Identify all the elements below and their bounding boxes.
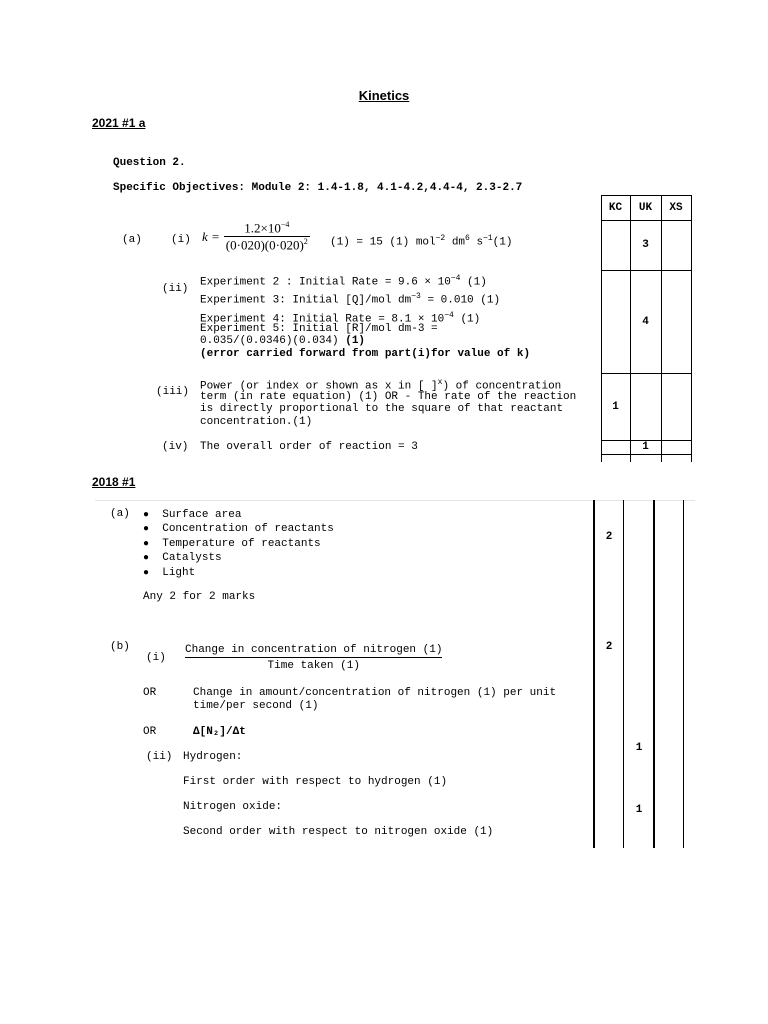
part-b-ii-label: (ii) [146, 751, 173, 763]
or-alt-line-2: time/per second (1) [193, 700, 319, 712]
part-ii-label: (ii) [162, 283, 189, 295]
list-item: ● Temperature of reactants [143, 538, 321, 550]
mark-ii-uk: 4 [642, 316, 649, 328]
part-i-label: (i) [171, 234, 191, 246]
mark-iii-kc: 1 [612, 401, 619, 413]
mark-a-2018: 2 [605, 531, 613, 543]
question-label: Question 2. [113, 157, 186, 169]
mark-hydrogen: 1 [635, 742, 643, 754]
part-iii-label: (iii) [156, 386, 190, 398]
header-uk: UK [638, 202, 653, 214]
k-numerator: $1.2\times 10^{-4}$ [224, 220, 310, 237]
ii-line-5: 0.035/(0.0346)(0.034) (1) [200, 335, 366, 347]
iii-line-1: Power (or index or shown as x in [ ]$^x$) of concentration [200, 378, 562, 393]
part-b-i-label: (i) [146, 652, 166, 664]
or-label-1: OR [143, 687, 157, 699]
k-symbol: k = [202, 228, 220, 244]
part-a-label-2018: (a) [110, 508, 130, 520]
mark-nitrogen-oxide: 1 [635, 804, 643, 816]
iii-line-4: concentration.(1) [200, 416, 313, 428]
mark-i-uk: 3 [642, 239, 649, 251]
ii-line-1: Experiment 2 : Initial Rate = $9.6 \times 10^{-4}$ (1) [200, 274, 487, 289]
list-item: ● Catalysts [143, 552, 222, 564]
ii-line-3: Experiment 4: Initial Rate = $8.1 \times 10^{-4}$ (1) [200, 311, 481, 326]
header-kc: KC [608, 202, 623, 214]
iii-line-3: is directly proportional to the square of that reactant [200, 403, 564, 415]
rate-constant-equation [202, 220, 310, 254]
list-item: ● Concentration of reactants [143, 523, 334, 535]
header-xs: XS [669, 202, 683, 214]
ii-ecf-note: (error carried forward from part(i)for value of k) [200, 348, 531, 360]
part-iv-label: (iv) [162, 441, 189, 453]
or-alt-line-1: Change in amount/concentration of nitrogen (1) per unit [193, 687, 557, 699]
k-denominator: $(0\cdot 020)(0\cdot 020)^2$ [225, 237, 308, 253]
rate-definition-fraction [185, 644, 442, 672]
list-item: ● Light [143, 567, 196, 579]
part-b-label: (b) [110, 641, 130, 653]
iii-line-2: term (in rate equation) (1) OR - The rate of the reaction [200, 391, 577, 403]
mark-b-i: 2 [605, 641, 613, 653]
ii-line-4: Experiment 5: Initial [R]/mol dm-3 = [200, 323, 438, 335]
k-fraction [224, 220, 310, 254]
nitrogen-oxide-label: Nitrogen oxide: [183, 801, 283, 813]
second-order-text: Second order with respect to nitrogen oxide (1) [183, 826, 494, 838]
delta-expression: Δ[N₂]/Δt [193, 726, 246, 738]
specific-objectives: Specific Objectives: Module 2: 1.4-1.8, 4.1-4.2,4.4-4, 2.3-2.7 [113, 182, 523, 194]
iv-text: The overall order of reaction = 3 [200, 441, 418, 453]
k-value-and-units: (1) = 15 (1) mol$^{-2}$ $dm^6$ $s^{-1}(1)$ [330, 234, 513, 249]
ii-line-2: Experiment 3: Initial [Q]/mol $dm^{-3} = 0.010$ (1) [200, 292, 501, 307]
fraction-denominator: Time taken (1) [267, 660, 360, 672]
list-item: ● Surface area [143, 509, 242, 521]
part-a-label: (a) [122, 234, 142, 246]
section-heading-2021: 2021 #1 a [92, 116, 146, 130]
section-heading-2018: 2018 #1 [92, 475, 136, 489]
any-two-note: Any 2 for 2 marks [143, 591, 256, 603]
first-order-text: First order with respect to hydrogen (1) [183, 776, 448, 788]
hydrogen-label: Hydrogen: [183, 751, 243, 763]
or-label-2: OR [143, 726, 157, 738]
fraction-numerator: Change in concentration of nitrogen (1) [185, 644, 443, 656]
page-title: Kinetics [358, 88, 410, 103]
mark-iv-uk: 1 [642, 441, 649, 453]
